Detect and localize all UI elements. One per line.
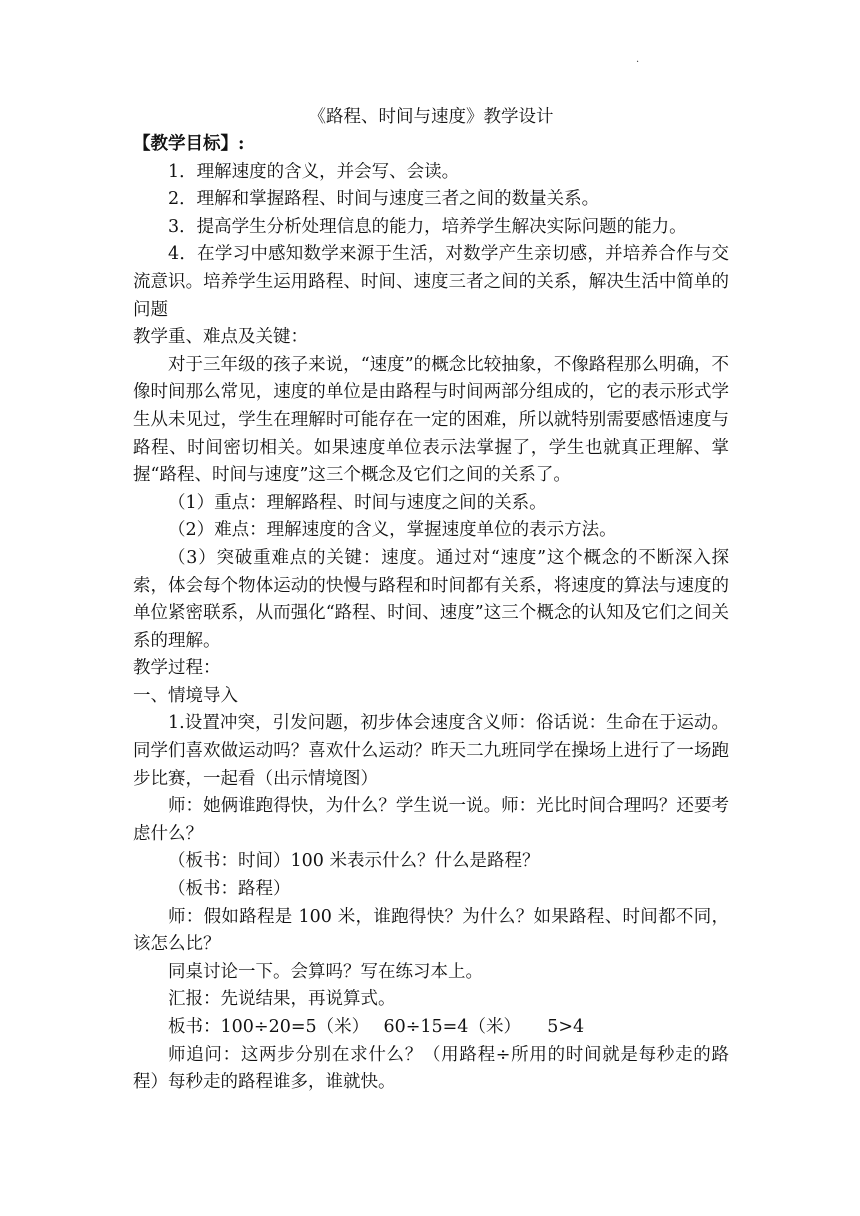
- goals-heading: 【教学目标】:: [133, 134, 245, 154]
- goal-item: 4．在学习中感知数学来源于生活，对数学产生亲切感，并培养合作与交流意识。培养学生运用路程、时间、速度三者之间的关系，解决生活中简单的问题: [133, 244, 729, 320]
- process-paragraph: 师：她俩谁跑得快，为什么？学生说一说。师：光比时间合理吗？还要考虑什么？: [133, 796, 729, 844]
- key-paragraph: 对于三年级的孩子来说，“速度”的概念比较抽象，不像路程那么明确，不像时间那么常见，速度的单位是由路程与时间两部分组成的，它的表示形式学生从未见过，学生在理解时可能存在一定的困难，所以就特别需要感悟速度与路程、时间密切相关。如果速度单位表示法掌握了，学生也就真正理解、掌握“路程、时间与速度”这三个概念及它们之间的关系了。: [133, 354, 729, 486]
- key-heading: 教学重、难点及关键：: [133, 327, 308, 348]
- key-point: （3）突破重难点的关键：速度。通过对“速度”这个概念的不断深入探索，体会每个物体运动的快慢与路程和时间都有关系，将速度的算法与速度的单位紧密联系，从而强化“路程、时间、速度”这三个概念的认知及它们之间关系的理解。: [133, 547, 729, 651]
- section-heading: 一、情境导入: [133, 685, 238, 706]
- process-paragraph: 师：假如路程是 100 米，谁跑得快？为什么？如果路程、时间都不同，该怎么比？: [133, 906, 729, 955]
- corner-mark: ·: [636, 57, 640, 68]
- document-body: [133, 104, 729, 1097]
- process-paragraph: 同桌讨论一下。会算吗？写在练习本上。: [168, 961, 483, 982]
- process-paragraph: （板书：路程）: [168, 879, 291, 900]
- process-paragraph: （板书：时间）100 米表示什么？什么是路程？: [168, 851, 540, 872]
- board-formula: 板书：100÷20=5（米） 60÷15=4（米） 5>4: [168, 1017, 585, 1037]
- process-heading: 教学过程：: [133, 658, 221, 679]
- goal-item: 2．理解和掌握路程、时间与速度三者之间的数量关系。: [168, 189, 600, 210]
- key-point: （1）重点：理解路程、时间与速度之间的关系。: [168, 492, 547, 513]
- process-paragraph: 汇报：先说结果，再说算式。: [168, 989, 396, 1010]
- goal-item: 3．提高学生分析处理信息的能力，培养学生解决实际问题的能力。: [168, 216, 687, 237]
- process-paragraph: 师追问：这两步分别在求什么？（用路程÷所用的时间就是每秒走的路程）每秒走的路程谁多，谁就快。: [133, 1044, 729, 1093]
- key-point: （2）难点：理解速度的含义，掌握速度单位的表示方法。: [168, 520, 617, 541]
- document-title: 《路程、时间与速度》教学设计: [308, 107, 554, 127]
- process-paragraph: 1.设置冲突，引发问题，初步体会速度含义师：俗话说：生命在于运动。同学们喜欢做运动吗？喜欢什么运动？昨天二九班同学在操场上进行了一场跑步比赛，一起看（出示情境图）: [133, 713, 729, 789]
- goal-item: 1．理解速度的含义，并会写、会读。: [168, 161, 460, 182]
